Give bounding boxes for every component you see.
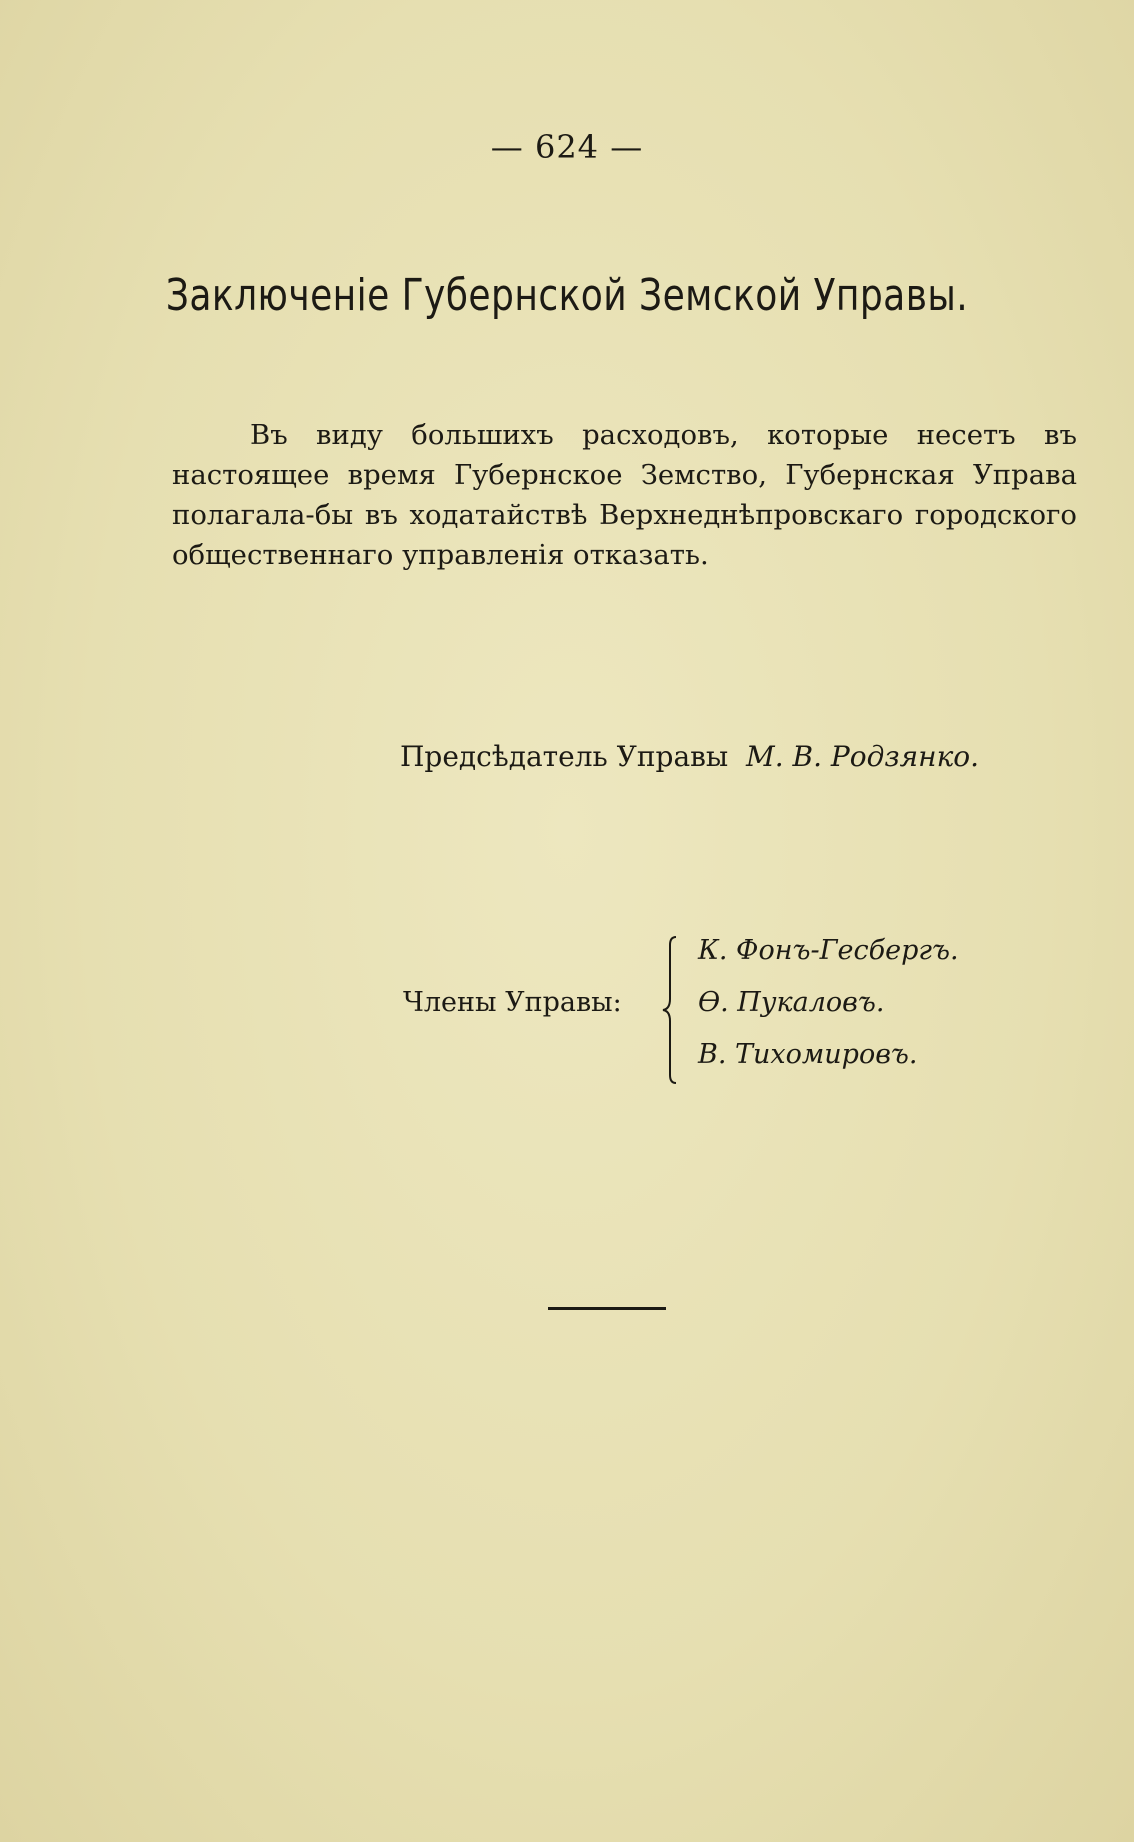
members-label: Члены Управы: [403,987,622,1018]
body-paragraph-block [172,415,1077,575]
section-heading: Заключенiе Губернской Земской Управы. [165,270,969,321]
member-name: В. Тихомировъ. [698,1039,918,1070]
curly-brace-icon [660,935,680,1085]
members-signature-block [0,935,1134,1085]
chairman-title: Предсѣдатель Управы [400,740,729,773]
page-number: — 624 — [490,128,644,166]
closing-rule [548,1307,666,1310]
chairman-name: М. В. Родзянко. [746,740,980,773]
body-paragraph: Въ виду большихъ расходовъ, которые несетъ въ настоящее время Губернское Земство, Губернская Управа полагала-бы въ ходатайствѣ Верхнеднѣпровскаго городского общественнаго управленiя отказать. [172,419,1077,571]
member-name: Ѳ. Пукаловъ. [698,987,885,1018]
chairman-line [400,740,979,773]
member-name: К. Фонъ-Гесбергъ. [698,935,959,966]
